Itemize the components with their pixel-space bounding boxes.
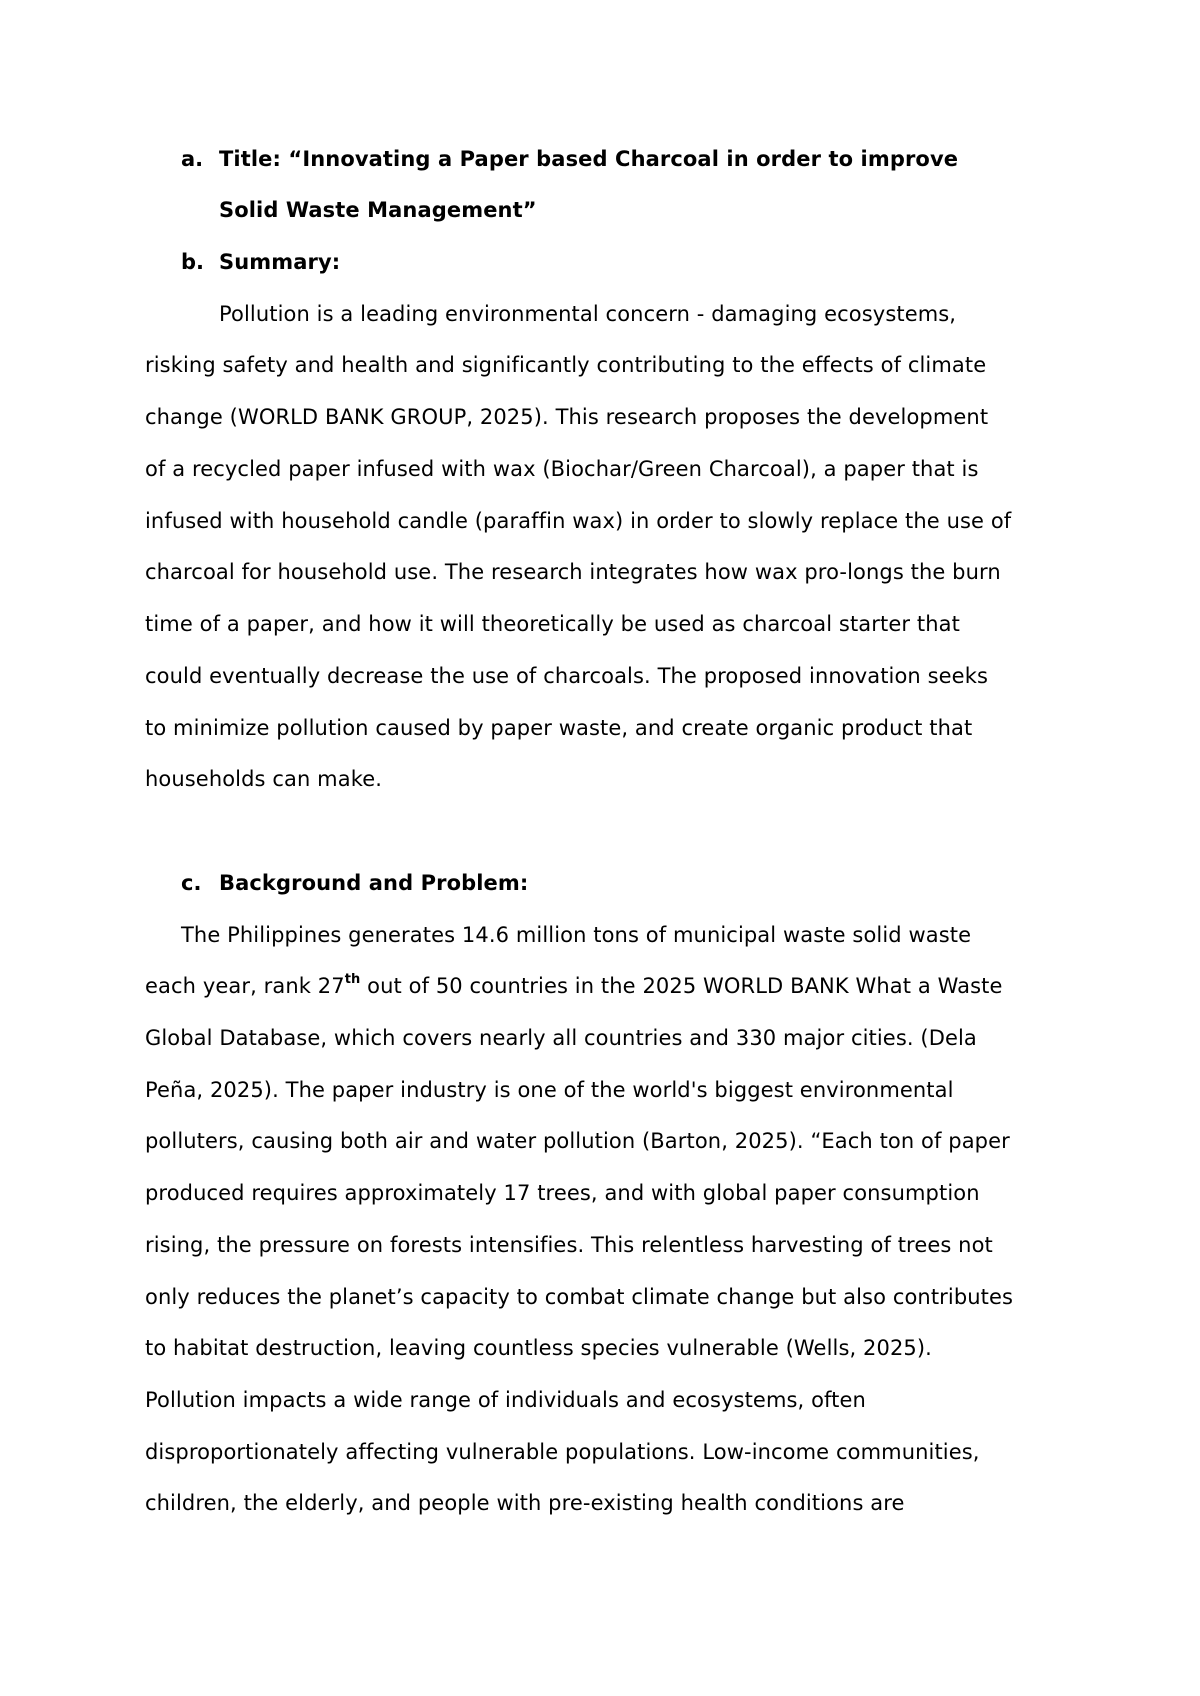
background-line: disproportionately affecting vulnerable populations. Low-income communities, (145, 1440, 980, 1464)
summary-line: households can make. (145, 767, 382, 791)
background-line-text: each year, rank 27 (145, 974, 345, 998)
summary-line: could eventually decrease the use of charcoals. The proposed innovation seeks (145, 664, 988, 688)
summary-line: time of a paper, and how it will theoretically be used as charcoal starter that (145, 612, 960, 636)
background-line: produced requires approximately 17 trees, and with global paper consumption (145, 1181, 980, 1205)
summary-line: charcoal for household use. The research integrates how wax pro-longs the burn (145, 560, 1001, 584)
summary-line: to minimize pollution caused by paper waste, and create organic product that (145, 716, 973, 740)
summary-heading: Summary: (219, 250, 341, 274)
ordinal-superscript: th (344, 972, 361, 987)
background-line: Pollution impacts a wide range of individuals and ecosystems, often (145, 1388, 866, 1412)
title-line-1: Title: “Innovating a Paper based Charcoal in order to improve (219, 147, 959, 171)
background-line: only reduces the planet’s capacity to combat climate change but also contributes (145, 1285, 1014, 1309)
title-line-2: Solid Waste Management” (219, 198, 537, 222)
background-line: children, the elderly, and people with pre-existing health conditions are (145, 1491, 905, 1515)
background-line-with-superscript (145, 971, 1003, 1001)
summary-line: of a recycled paper infused with wax (Biochar/Green Charcoal), a paper that is (145, 457, 979, 481)
list-marker-b: b. (181, 250, 205, 274)
background-line: to habitat destruction, leaving countless species vulnerable (Wells, 2025). (145, 1336, 932, 1360)
background-line: The Philippines generates 14.6 million tons of municipal waste solid waste (181, 923, 972, 947)
summary-line: Pollution is a leading environmental concern - damaging ecosystems, (219, 302, 957, 326)
summary-line: change (WORLD BANK GROUP, 2025). This research proposes the development (145, 405, 989, 429)
background-line: rising, the pressure on forests intensifies. This relentless harvesting of trees not (145, 1233, 993, 1257)
list-marker-a: a. (181, 147, 204, 171)
list-marker-c: c. (181, 871, 202, 895)
background-line: Peña, 2025). The paper industry is one of the world's biggest environmental (145, 1078, 954, 1102)
background-heading: Background and Problem: (219, 871, 529, 895)
background-line: Global Database, which covers nearly all countries and 330 major cities. (Dela (145, 1026, 977, 1050)
summary-line: risking safety and health and significantly contributing to the effects of climate (145, 353, 987, 377)
summary-line: infused with household candle (paraffin wax) in order to slowly replace the use of (145, 509, 1012, 533)
background-line-text: out of 50 countries in the 2025 WORLD BANK What a Waste (360, 974, 1003, 998)
background-line: polluters, causing both air and water pollution (Barton, 2025). “Each ton of paper (145, 1129, 1010, 1153)
